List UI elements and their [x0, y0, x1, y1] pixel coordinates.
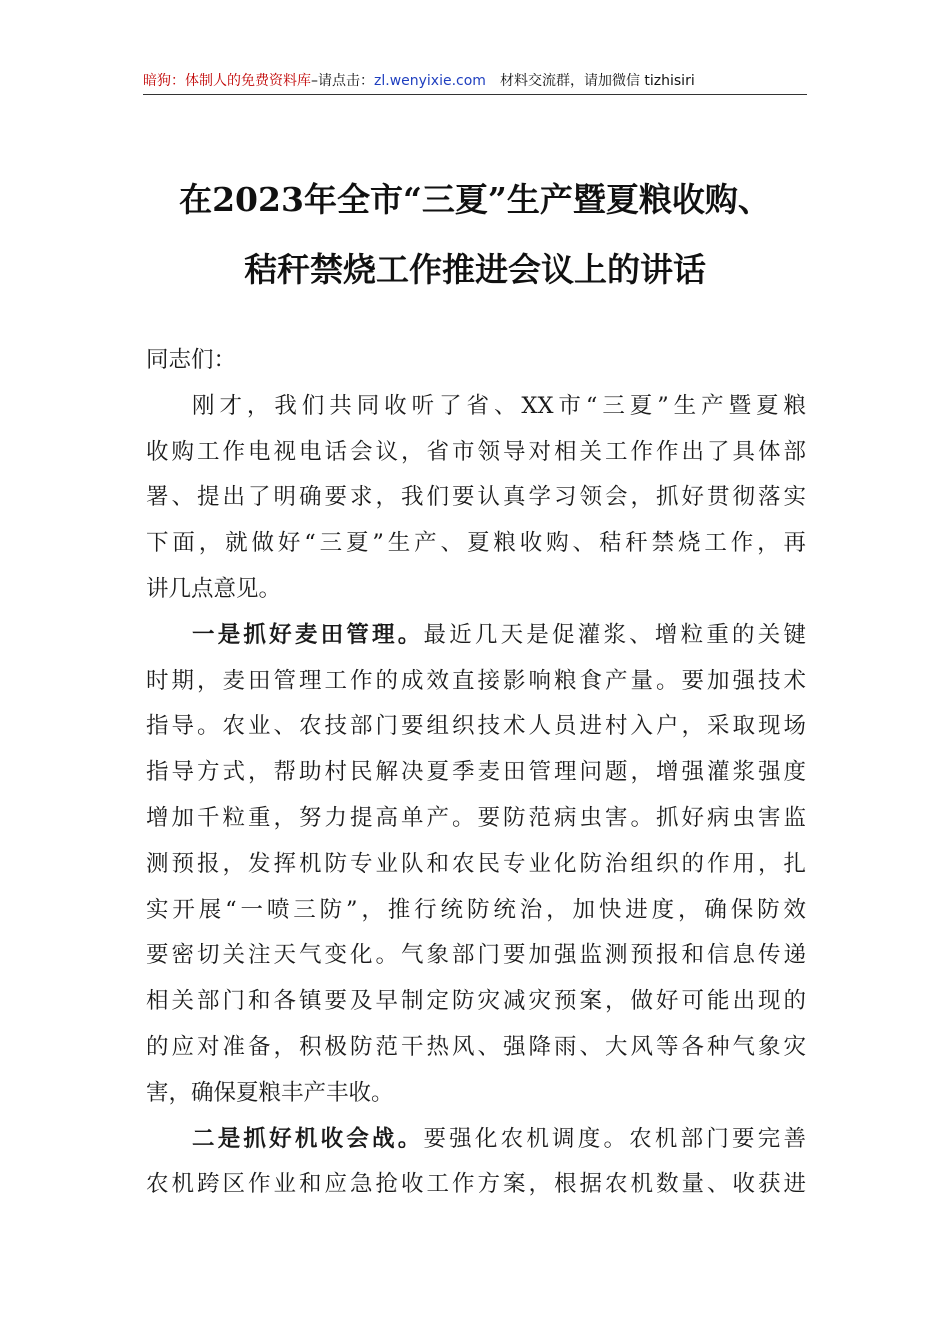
para2-line: 的应对准备，积极防范干热风、强降雨、大风等各种气象灾 — [146, 1033, 806, 1060]
para3-line — [146, 1117, 806, 1163]
title-line-1: 在2023年全市“三夏”生产暨夏粮收购、 — [179, 180, 771, 219]
para2-line: 实开展“一喷三防”，推行统防统治，加快进度，确保防效 — [146, 896, 806, 923]
title-line-2: 秸秆禁烧工作推进会议上的讲话 — [244, 250, 706, 289]
para3-lead: 二是抓好机收会战。 — [192, 1125, 424, 1152]
para2-line: 要密切关注天气变化。气象部门要加强监测预报和信息传递 — [146, 942, 806, 969]
salutation: 同志们： — [146, 347, 237, 373]
para2-lead: 一是抓好麦田管理。 — [192, 621, 424, 648]
page-header — [143, 70, 807, 95]
para1-line: 下面，就做好“三夏”生产、夏粮收购、秸秆禁烧工作，再 — [146, 530, 806, 557]
header-url-link[interactable]: zl.wenyixie.com — [374, 73, 486, 89]
para2-line: 害，确保夏粮丰产丰收。 — [146, 1079, 394, 1106]
header-cta: –请点击： — [311, 73, 374, 89]
para1-line: 收购工作电视电话会议，省市领导对相关工作作出了具体部 — [146, 438, 806, 465]
para2-line: 时期，麦田管理工作的成效直接影响粮食产量。要加强技术 — [146, 667, 806, 694]
document-body — [146, 338, 806, 1208]
para1-line: 刚才，我们共同收听了省、XX市“三夏”生产暨夏粮 — [192, 392, 806, 419]
para2-line: 增加千粒重，努力提高单产。要防范病虫害。抓好病虫害监 — [146, 804, 806, 831]
para2-first-rest: 最近几天是促灌浆、增粒重的关键 — [423, 621, 806, 648]
para2-line — [146, 613, 806, 659]
para2-line: 指导方式，帮助村民解决夏季麦田管理问题，增强灌浆强度 — [146, 759, 806, 786]
header-contact: 材料交流群，请加微信 tizhisiri — [499, 73, 695, 89]
para1-line: 讲几点意见。 — [146, 575, 282, 602]
header-brand: 暗狗：体制人的免费资料库 — [143, 73, 311, 89]
para3-line: 农机跨区作业和应急抢收工作方案，根据农机数量、收获进 — [146, 1171, 806, 1198]
para2-line: 指导。农业、农技部门要组织技术人员进村入户，采取现场 — [146, 713, 806, 740]
para2-line: 相关部门和各镇要及早制定防灾减灾预案，做好可能出现的 — [146, 988, 806, 1015]
para1-line: 署、提出了明确要求，我们要认真学习领会，抓好贯彻落实 — [146, 484, 806, 511]
para2-line: 测预报，发挥机防专业队和农民专业化防治组织的作用，扎 — [146, 850, 806, 877]
para3-first-rest: 要强化农机调度。农机部门要完善 — [423, 1125, 806, 1152]
